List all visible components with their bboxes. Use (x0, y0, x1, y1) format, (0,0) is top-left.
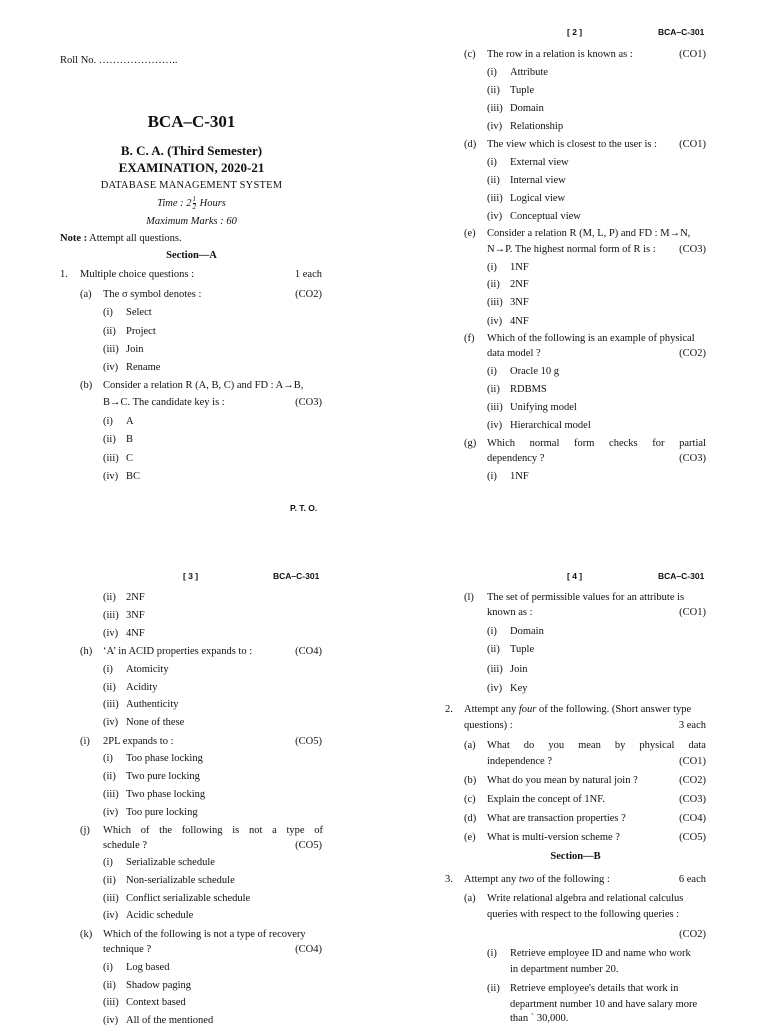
option-text: Hierarchical model (510, 420, 591, 431)
qe-line-2: N→P. The highest normal form of R is : (487, 244, 656, 255)
option-number: (i) (103, 753, 113, 764)
q3a-i-line-1: Retrieve employee ID and name who work (510, 948, 691, 959)
exam-title: EXAMINATION, 2020-21 (118, 160, 265, 175)
option-number: (i) (103, 664, 113, 675)
qf-co: (CO2) (679, 348, 706, 359)
qj-label: (j) (80, 825, 90, 836)
option-number: (i) (103, 857, 113, 868)
option-number: (i) (487, 366, 497, 377)
option-number: (iii) (487, 103, 503, 114)
qi-label: (i) (80, 736, 90, 747)
q1-text: Multiple choice questions : (80, 269, 195, 280)
option-number: (i) (487, 67, 497, 78)
q2e-label: (e) (464, 832, 476, 843)
qh-co: (CO4) (295, 646, 322, 657)
option-number: (iv) (103, 910, 119, 921)
option-text: Too pure locking (126, 807, 198, 818)
q2-line-2: questions) : (464, 720, 513, 731)
paper-code: BCA–C-301 (147, 112, 236, 131)
ql-co: (CO1) (679, 607, 706, 618)
semester: B. C. A. (Third Semester) (120, 143, 263, 158)
page-number: [ 3 ] (183, 571, 199, 581)
option-number: (iii) (103, 893, 119, 904)
option-number: (i) (487, 471, 497, 482)
qc-text: The row in a relation is known as : (487, 49, 633, 60)
qj-co: (CO5) (295, 840, 322, 851)
qc-co: (CO1) (679, 49, 706, 60)
option-text: All of the mentioned (126, 1015, 214, 1026)
q3a-ii-line-1: Retrieve employee's details that work in (510, 983, 679, 994)
qj-line-2: schedule ? (103, 840, 148, 851)
time-unit: Hours (199, 197, 226, 209)
option-text: Join (126, 344, 144, 355)
option-number: (ii) (487, 279, 500, 290)
q3-text-c: of the following : (536, 874, 610, 885)
section-b-heading: Section—B (550, 851, 601, 862)
qe-line-1: Consider a relation R (M, L, P) and FD : M→N, (487, 228, 691, 239)
option-number: (iv) (487, 683, 503, 694)
word: not (248, 825, 263, 836)
option-number: (iii) (103, 699, 119, 710)
option-text: Join (510, 664, 528, 675)
word: the (159, 825, 172, 836)
q3a-co: (CO2) (679, 929, 706, 940)
qi-co: (CO5) (295, 736, 322, 747)
qh-label: (h) (80, 646, 93, 657)
option-number: (ii) (103, 980, 116, 991)
option-text: Conceptual view (510, 211, 581, 222)
word: of (314, 825, 323, 836)
q2c-text: Explain the concept of 1NF. (487, 794, 605, 805)
option-text: Shadow paging (126, 980, 192, 991)
q3-text-b: two (518, 874, 534, 885)
option-text: A (126, 416, 134, 427)
option-text: Logical view (510, 193, 566, 204)
option-number: (ii) (487, 384, 500, 395)
option-text: Acidic schedule (126, 910, 194, 921)
option-text: Oracle 10 g (510, 366, 559, 377)
option-number: (ii) (103, 326, 116, 337)
option-text: BC (126, 471, 141, 482)
qd-co: (CO1) (679, 139, 706, 150)
page-code: BCA–C-301 (658, 27, 705, 37)
note-label: Note : (60, 233, 88, 244)
option-number: (iii) (103, 453, 119, 464)
option-number: (ii) (103, 875, 116, 886)
qg-line-1 (487, 438, 706, 449)
word: a (272, 825, 277, 836)
q2a-label: (a) (464, 740, 476, 751)
time-label: Time : 2 (157, 197, 192, 209)
q2e-co: (CO5) (679, 832, 706, 843)
ql-line-1: The set of permissible values for an attribute is (487, 592, 685, 603)
q3a-ii-label: (ii) (487, 983, 500, 994)
option-number: (iii) (487, 402, 503, 413)
note (60, 233, 182, 244)
qb-line-1: Consider a relation R (A, B, C) and FD : A→B, (103, 380, 304, 391)
qk-label: (k) (80, 929, 93, 940)
page-code: BCA–C-301 (658, 571, 705, 581)
option-text: Project (126, 326, 156, 337)
option-text: Two phase locking (126, 789, 206, 800)
q2a-line-1 (487, 740, 706, 751)
option-number: (iv) (103, 471, 119, 482)
option-text: Domain (510, 626, 544, 637)
option-number: (iii) (103, 610, 119, 621)
q2-text-a: Attempt any (464, 704, 517, 715)
qd-text: The view which is closest to the user is : (487, 139, 658, 150)
qe-label: (e) (464, 228, 476, 239)
option-number: (ii) (103, 682, 116, 693)
q1-number: 1. (60, 269, 68, 280)
option-number: (ii) (487, 644, 500, 655)
q3a-ii-line-2: department number 10 and have salary more (510, 999, 698, 1010)
q2b-label: (b) (464, 775, 477, 786)
option-text: 1NF (510, 471, 529, 482)
option-number: (iv) (103, 807, 119, 818)
page-number: [ 4 ] (567, 571, 583, 581)
option-text: RDBMS (510, 384, 547, 395)
qa-co: (CO2) (295, 289, 322, 300)
qk-line-1: Which of the following is not a type of recovery (103, 929, 306, 940)
q2b-text: What do you mean by natural join ? (487, 775, 638, 786)
word: following (181, 825, 223, 836)
qk-line-2: technique ? (103, 944, 152, 955)
note-text: Attempt all questions. (89, 233, 182, 244)
option-number: (iv) (487, 211, 503, 222)
option-text: Tuple (510, 85, 535, 96)
q3-number: 3. (445, 874, 453, 885)
q3a-label: (a) (464, 893, 476, 904)
option-number: (i) (487, 262, 497, 273)
option-text: External view (510, 157, 569, 168)
option-number: (iii) (487, 664, 503, 675)
option-text: Context based (126, 997, 186, 1008)
word: physical (639, 740, 675, 751)
time-line (60, 196, 323, 211)
option-number: (ii) (103, 771, 116, 782)
option-text: Relationship (510, 121, 564, 132)
word: partial (679, 438, 706, 449)
word: form (574, 438, 595, 449)
q3a-i-label: (i) (487, 948, 497, 959)
option-text: C (126, 453, 134, 464)
time-fraction: $\frac{1}{2}$ (192, 195, 197, 211)
word: What (487, 740, 510, 751)
option-number: (iii) (103, 997, 119, 1008)
q2c-co: (CO3) (679, 794, 706, 805)
ql-label: (l) (464, 592, 474, 603)
qe-co: (CO3) (679, 244, 706, 255)
option-text: 1NF (510, 262, 529, 273)
option-text: 3NF (510, 297, 529, 308)
q2-marks: 3 each (678, 720, 706, 731)
qb-co: (CO3) (295, 397, 322, 408)
q2-number: 2. (445, 704, 453, 715)
option-number: (iv) (487, 121, 503, 132)
q3-text (464, 874, 610, 885)
option-number: (iv) (103, 1015, 119, 1026)
option-text: Select (126, 307, 152, 318)
qb-line-2: B→C. The candidate key is : (103, 397, 225, 408)
option-text: Acidity (126, 682, 158, 693)
q2a-co: (CO1) (679, 756, 706, 767)
qc-label: (c) (464, 49, 476, 60)
qf-line-1: Which of the following is an example of physical (487, 333, 695, 344)
option-number: (i) (487, 626, 497, 637)
q2b-co: (CO2) (679, 775, 706, 786)
option-number: (iv) (487, 316, 503, 327)
option-number: (iv) (103, 362, 119, 373)
option-text: 2NF (510, 279, 529, 290)
q2e-text: What is multi-version scheme ? (487, 832, 620, 843)
qa-label: (a) (80, 289, 92, 300)
option-text: Tuple (510, 644, 535, 655)
subject-title: DATABASE MANAGEMENT SYSTEM (100, 180, 283, 191)
qa-text: The σ symbol denotes : (103, 289, 202, 300)
qg-line-2: dependency ? (487, 453, 545, 464)
option-number: (iii) (103, 789, 119, 800)
word: Which (487, 438, 515, 449)
option-text: Log based (126, 962, 170, 973)
q3a-line-1: Write relational algebra and relational calculus (487, 893, 684, 904)
option-number: (i) (103, 416, 113, 427)
word: normal (529, 438, 560, 449)
option-text: Rename (126, 362, 161, 373)
q2c-label: (c) (464, 794, 476, 805)
q2a-line-2: independence ? (487, 756, 553, 767)
option-number: (iii) (103, 344, 119, 355)
option-text: Domain (510, 103, 544, 114)
q3a-line-2: queries with respect to the following queries : (487, 909, 680, 920)
qg-label: (g) (464, 438, 477, 449)
option-number: (iv) (103, 628, 119, 639)
option-number: (i) (487, 157, 497, 168)
q3-marks: 6 each (678, 874, 706, 885)
qg-co: (CO3) (679, 453, 706, 464)
qb-label: (b) (80, 380, 93, 391)
pto: P. T. O. (290, 503, 318, 513)
page-code: BCA–C-301 (273, 571, 320, 581)
word: is (232, 825, 240, 836)
qk-co: (CO4) (295, 944, 322, 955)
page-number: [ 2 ] (567, 27, 583, 37)
option-number: (iii) (487, 193, 503, 204)
word: Which (103, 825, 131, 836)
max-marks: Maximum Marks : 60 (146, 216, 237, 227)
q3a-i-line-2: in department number 20. (510, 964, 619, 975)
ql-line-2: known as : (487, 607, 533, 618)
q3-text-a: Attempt any (464, 874, 517, 885)
qj-line-1 (103, 825, 323, 836)
option-text: Serializable schedule (126, 857, 215, 868)
option-text: Non-serializable schedule (126, 875, 235, 886)
q1-marks: 1 each (294, 269, 322, 280)
word: by (614, 740, 626, 751)
option-number: (iv) (103, 717, 119, 728)
option-text: 4NF (126, 628, 145, 639)
option-number: (ii) (103, 592, 116, 603)
qh-text: ‘A’ in ACID properties expands to : (103, 646, 253, 657)
q2d-co: (CO4) (679, 813, 706, 824)
option-text: Conflict serializable schedule (126, 893, 251, 904)
roll-no: Roll No. ………………….. (60, 55, 178, 66)
option-text: Too phase locking (126, 753, 203, 764)
option-number: (ii) (103, 434, 116, 445)
option-text: Two pure locking (126, 771, 200, 782)
word: type (286, 825, 305, 836)
word: for (652, 438, 665, 449)
option-text: Unifying model (510, 402, 577, 413)
q2d-text: What are transaction properties ? (487, 813, 626, 824)
qf-line-2: data model ? (487, 348, 541, 359)
option-text: Attribute (510, 67, 548, 78)
qi-text: 2PL expands to : (103, 736, 174, 747)
option-text: Internal view (510, 175, 566, 186)
word: mean (578, 740, 601, 751)
option-text: Key (510, 683, 528, 694)
option-number: (i) (103, 962, 113, 973)
section-a-heading: Section—A (166, 250, 217, 261)
option-text: None of these (126, 717, 185, 728)
qd-label: (d) (464, 139, 477, 150)
option-number: (ii) (487, 85, 500, 96)
q2d-label: (d) (464, 813, 477, 824)
word: do (523, 740, 535, 751)
option-number: (iv) (487, 420, 503, 431)
option-text: 2NF (126, 592, 145, 603)
option-text: 4NF (510, 316, 529, 327)
q3a-ii-line-3: than ` 30,000. (510, 1013, 569, 1024)
option-number: (i) (103, 307, 113, 318)
q2-line-1 (464, 704, 691, 715)
qf-label: (f) (464, 333, 475, 344)
option-text: 3NF (126, 610, 145, 621)
word: checks (609, 438, 638, 449)
word: you (548, 740, 565, 751)
option-text: B (126, 434, 134, 445)
q2-text-b: four (518, 704, 537, 715)
option-text: Atomicity (126, 664, 169, 675)
option-text: Authenticity (126, 699, 179, 710)
word: of (140, 825, 150, 836)
word: data (688, 740, 706, 751)
q2-text-c: of the following. (Short answer type (538, 704, 692, 715)
option-number: (iii) (487, 297, 503, 308)
option-number: (ii) (487, 175, 500, 186)
